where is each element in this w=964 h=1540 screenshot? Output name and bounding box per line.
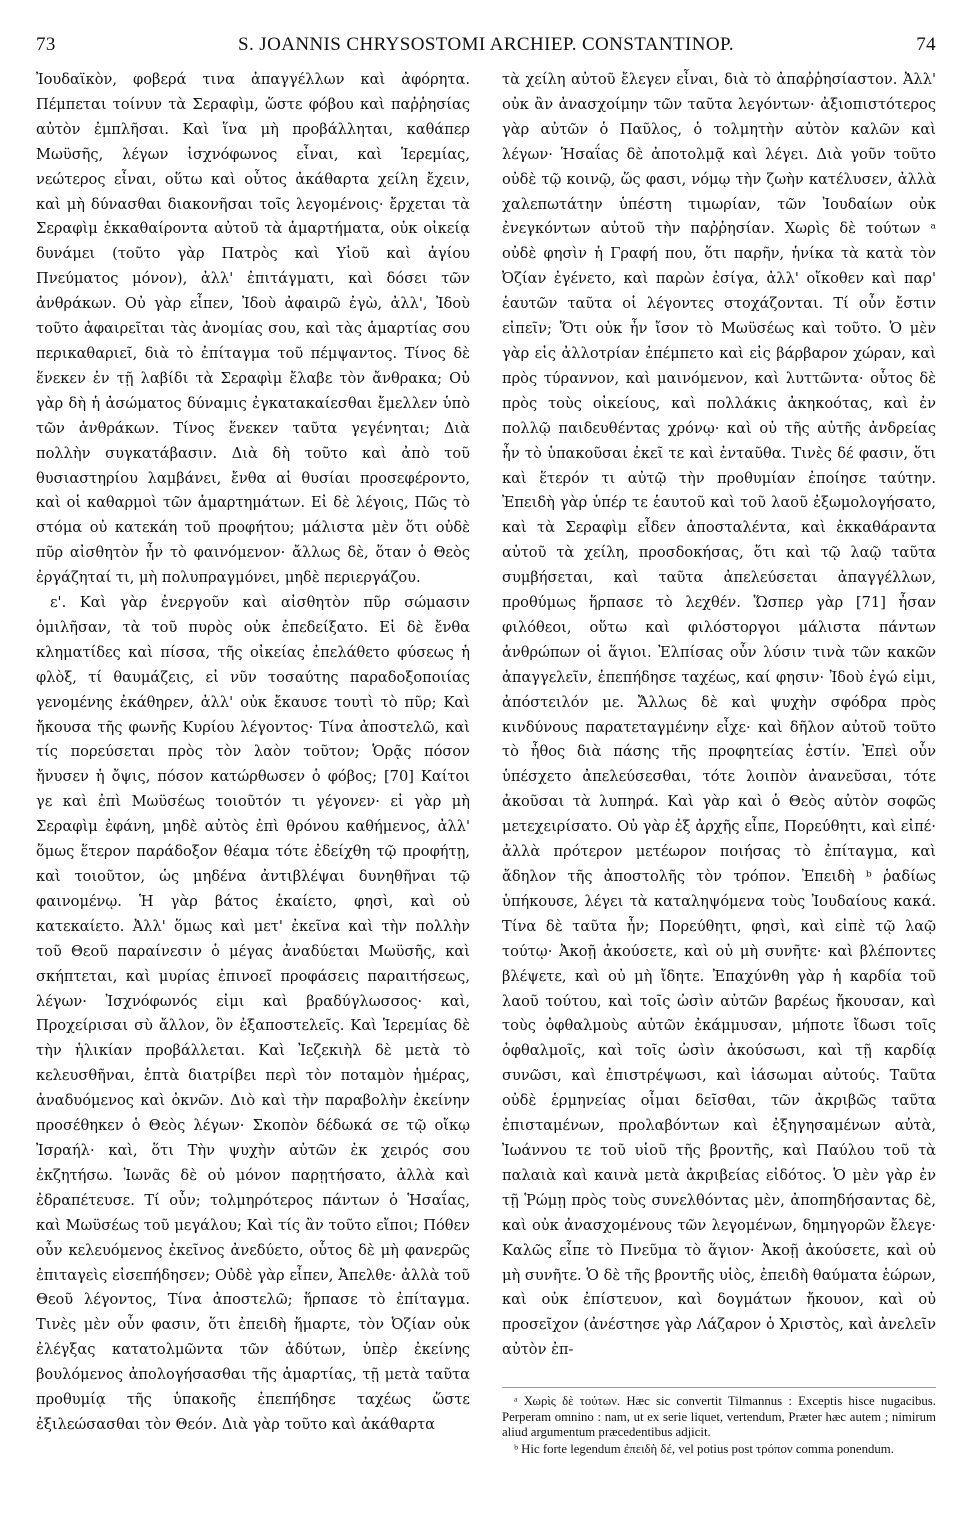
- document-page: [36, 34, 936, 1514]
- footnotes: [502, 1387, 936, 1458]
- paragraph: Ἰουδαϊκὸν, φοβερά τινα ἀπαγγέλλων καὶ ἀφόρητα. Πέμπεται τοίνυν τὰ Σεραφὶμ, ὥστε φόβου καὶ παῤῥησίας αὐτὸν ἐμπλῆσαι. Καὶ ἵνα μὴ προβάλληται, καθάπερ Μωϋσῆς, λέγων ἰσχνόφωνος εἶναι, καὶ Ἱερεμίας, νεώτερος εἶναι, οὕτω καὶ οὗτος ἀκάθαρτα χείλη ἔχειν, καὶ μὴ δύνασθαι διακονῆσαι τοῖς λεγομένοις· ἔρχεται τὰ Σεραφὶμ ἐκκαθαίροντα αὐτοῦ τὰ ἁμαρτήματα, οὐκ οἰκείᾳ δυνάμει (τοῦτο γὰρ Πατρὸς καὶ Υἱοῦ καὶ ἁγίου Πνεύματος μόνον), ἀλλ' ἐπιτάγματι, καὶ δόσει τῶν ἀνθράκων. Οὐ γὰρ εἶπεν, Ἰδοὺ ἀφαιρῶ ἐγὼ, ἀλλ', Ἰδοὺ τοῦτο ἀφαιρεῖται τὰς ἀνομίας σου, καὶ τὰς ἁμαρτίας σου περικαθαριεῖ, διὰ τὸ ἐπίταγμα τοῦ πέμψαντος. Τίνος δὲ ἕνεκεν ἐν τῇ λαβίδι τὰ Σεραφὶμ ἔλαβε τὸν ἄνθρακα; Οὐ γὰρ δὴ ἡ ἀσώματος δύναμις ἐγκατακαίεσθαι ἔμελλεν ὑπὸ τῶν ἀνθράκων. Τίνος ἕνεκεν ταῦτα γεγένηται; Διὰ πολλὴν συγκατάβασιν. Διὰ δὴ τοῦτο καὶ ἀπὸ τοῦ θυσιαστηρίου λαμβάνει, ἔνθα αἱ θυσίαι προσεφέροντο, καὶ οἱ καθαρμοὶ τῶν ἁμαρτημάτων. Εἰ δὲ λέγοις, Πῶς τὸ στόμα οὐ κατεκάη τοῦ προφήτου; μάλιστα μὲν ὅτι οὐδὲ πῦρ αἰσθητὸν ἦν τὸ φαινόμενον· ἄλλως δὲ, ὅταν ὁ Θεὸς ἐργάζηταί τι, μὴ πολυπραγμόνει, μηδὲ περιεργάζου.: [36, 71, 470, 587]
- right-column: [502, 68, 936, 1363]
- page-number-right: 74: [916, 34, 936, 55]
- left-column: [36, 68, 470, 1438]
- page-number-left: 73: [36, 34, 56, 55]
- footnote: ᵃ Χωρὶς δὲ τούτων. Hæc sic convertit Tilmannus : Exceptis hisce nugacibus. Perperam omnino : nam, ut ex serie liquet, vertendum, Præter hæc autem ; nimirum aliud argumentum præcedentibus adjicit.: [502, 1394, 936, 1439]
- footnote: ᵇ Hic forte legendum ἐπειδὴ δέ, vel potius post τρόπον comma ponendum.: [514, 1441, 894, 1456]
- running-title: S. JOANNIS CHRYSOSTOMI ARCHIEP. CONSTANTINOP.: [238, 34, 734, 55]
- running-header: [36, 34, 936, 60]
- paragraph: τὰ χείλη αὐτοῦ ἔλεγεν εἶναι, διὰ τὸ ἀπαῤῥησίαστον. Ἀλλ' οὐκ ἂν ἀνασχοίμην τῶν ταῦτα λεγόντων· ἀξιοπιστότερος γὰρ αὐτῶν ὁ Παῦλος, ὁ τολμητὴν αὐτὸν καλῶν καὶ λέγων· Ἡσαΐας δὲ ἀποτολμᾷ καὶ λέγει. Διὰ γοῦν τοῦτο οὐδὲ τῷ κοινῷ, ὥς φασι, νόμῳ τὴν ζωὴν κατέλυσεν, ἀλλὰ χαλεπωτάτην ὑπέστη τιμωρίαν, τῶν Ἰουδαίων οὐκ ἐνεγκόντων αὐτοῦ τὴν παῤῥησίαν. Χωρὶς δὲ τούτων ᵃ οὐδὲ φησὶν ἡ Γραφή που, ὅτι παρῆν, ἡνίκα τὰ κατὰ τὸν Ὀζίαν ἐγένετο, καὶ παρὼν ἐσίγα, ἀλλ' οἴκοθεν καὶ παρ' ἑαυτῶν ταῦτα οἱ λέγοντες στοχάζονται. Τί οὖν ἔστιν εἰπεῖν; Ὅτι οὐκ ἦν ἴσον τὸ Μωϋσέως καὶ τοῦτο. Ὁ μὲν γὰρ εἰς ἀλλοτρίαν ἐπέμπετο καὶ εἰς βάρβαρον χώραν, καὶ πρὸς τύραννον, καὶ μαινόμενον, καὶ λυττῶντα· οὗτος δὲ πρὸς τοὺς οἰκείους, καὶ πολλάκις ἀκηκοότας, καὶ ἐν πολλῷ παιδευθέντας χρόνῳ· καὶ οὐ τῆς αὐτῆς ἀνδρείας ἦν τὸ ὑπακοῦσαι ἐκεῖ τε καὶ ἐνταῦθα. Τινὲς δέ φασιν, ὅτι καὶ ἕτερόν τι αὐτῷ τὴν προθυμίαν ἐποίησε ταύτην. Ἐπειδὴ γὰρ ὑπέρ τε ἑαυτοῦ καὶ τοῦ λαοῦ ἐξωμολογήσατο, καὶ τὰ Σεραφὶμ εἶδεν ἀποσταλέντα, καὶ ἐκκαθάραντα αὐτοῦ τὰ χείλη, προσδοκήσας, ὅτι καὶ τῷ λαῷ ταῦτα συμβήσεται, καὶ ταῦτα ἀπελεύσεται ἀπαγγέλλων, προθύμως ἥρπασε τὸ λεχθέν. Ὥσπερ γὰρ [71] ἦσαν φιλόθεοι, οὕτω καὶ φιλόστοργοι μάλιστα πάντων ἀνθρώπων οἱ ἅγιοι. Ἐλπίσας οὖν λύσιν τινὰ τῶν κακῶν ἀπαγγελεῖν, ἐπεπήδησε ταχέως, καί φησιν· Ἰδοὺ ἐγώ εἰμι, ἀπόστειλόν με. Ἄλλως δὲ καὶ ψυχὴν σφόδρα πρὸς κινδύνους παρατεταγμένην εἶχε· καὶ δῆλον αὐτοῦ τοῦτο τὸ ἦθος διὰ πάσης τῆς προφητείας ἐστίν. Ἐπεὶ οὖν ὑπέσχετο ἀπελεύσεσθαι, τότε λοιπὸν ἀνανεῦσαι, τότε ἀκοῦσαι τὰ λυπηρά. Καὶ γὰρ καὶ ὁ Θεὸς αὐτὸν σοφῶς μετεχειρίσατο. Οὐ γὰρ ἐξ ἀρχῆς εἶπε, Πορεύθητι, καὶ εἰπέ· ἀλλὰ πρότερον μετέωρον ποιήσας τὸ ἐπίταγμα, καὶ ἄδηλον τῆς ἀποστολῆς τὸν τρόπον. Ἐπειδὴ ᵇ ῥαδίως ὑπήκουσε, λέγει τὰ καταληψόμενα τοὺς Ἰουδαίους κακά. Τίνα δὲ ταῦτα ἦν; Πορεύθητι, φησὶ, καὶ εἰπὲ τῷ λαῷ τούτῳ· Ἀκοῇ ἀκούσετε, καὶ οὐ μὴ συνῆτε· καὶ βλέποντες βλέψετε, καὶ οὐ μὴ ἴδητε. Ἐπαχύνθη γὰρ ἡ καρδία τοῦ λαοῦ τούτου, καὶ τοῖς ὠσὶν αὐτῶν βαρέως ἤκουσαν, καὶ τοὺς ὀφθαλμοὺς αὐτῶν ἐκάμμυσαν, μήποτε ἴδωσι τοῖς ὀφθαλμοῖς, καὶ τοῖς ὠσὶν ἀκούσωσι, καὶ τῇ καρδίᾳ συνῶσι, καὶ ἐπιστρέψωσι, καὶ ἰάσωμαι αὐτούς. Ταῦτα οὐδὲ ἑρμηνείας οἶμαι δεῖσθαι, τῶν ἀκριβῶς ταῦτα ἐπισταμένων, προλαβόντων καὶ ἐξηγησαμένων αὐτὰ, Ἰωάννου τε τοῦ υἱοῦ τῆς βροντῆς, καὶ Παύλου τοῦ τὰ παλαιὰ καὶ καινὰ μετὰ ἀκριβείας εἰδότος. Ὁ μὲν γὰρ ἐν τῇ Ῥώμῃ πρὸς τοὺς συνελθόντας μὲν, ἀποπηδήσαντας δὲ, καὶ οὐκ ἀνασχομένους τῶν λεγομένων, δημηγορῶν ἔλεγε· Καλῶς εἶπε τὸ Πνεῦμα τὸ ἅγιον· Ἀκοῇ ἀκούσετε, καὶ οὐ μὴ συνῆτε. Ὁ δὲ τῆς βροντῆς υἱὸς, ἐπειδὴ θαύματα ἑώρων, καὶ οὐκ ἐπίστευον, καὶ δογμάτων ἤκουον, καὶ οὐ προσεῖχον (ἀνέστησε γὰρ Λάζαρον ὁ Χριστὸς, καὶ ἀνελεῖν αὐτὸν ἐπ-: [502, 71, 936, 1359]
- paragraph: ε'. Καὶ γὰρ ἐνεργοῦν καὶ αἰσθητὸν πῦρ σώμασιν ὁμιλῆσαν, τὰ τοῦ πυρὸς οὐκ ἐπεδείξατο. Εἰ δὲ ἔνθα κληματίδες καὶ πίσσα, τῆς οἰκείας ἐπελάθετο φύσεως ἡ φλὸξ, τί θαυμάζεις, εἰ νῦν τοσαύτης παραδοξοποιίας γενομένης ἐκάθηρεν, ἀλλ' οὐκ ἔκαυσε τουτὶ τὸ πῦρ; Καὶ ἤκουσα τῆς φωνῆς Κυρίου λέγοντος· Τίνα ἀποστελῶ, καὶ τίς πορεύσεται πρὸς τὸν λαὸν τοῦτον; Ὁρᾷς πόσον ἤνυσεν ἡ ὄψις, πόσον κατώρθωσεν ὁ φόβος; [70] Καίτοι γε καὶ ἐπὶ Μωϋσέως τοιοῦτόν τι γέγονεν· εἰ γὰρ μὴ Σεραφὶμ ἐφάνη, μηδὲ αὐτὸς ἐπὶ θρόνου καθήμενος, ἀλλ' ὅμως ἕτερον παράδοξον θέαμα τότε ἐδείχθη τῷ προφήτῃ, καὶ τοιοῦτον, ὡς μηδένα ἀντιβλέψαι δυνηθῆναι τῷ φαινομένῳ. Ἡ γὰρ βάτος ἐκαίετο, φησὶ, καὶ οὐ κατεκαίετο. Ἀλλ' ὅμως καὶ μετ' ἐκεῖνα καὶ τὴν πολλὴν τοῦ Θεοῦ παραίνεσιν ὁ μέγας ἀναδύεται Μωϋσῆς, καὶ σκήπτεται, καὶ μυρίας ἐπινοεῖ προφάσεις παραιτήσεως, λέγων· Ἰσχνόφωνός εἰμι καὶ βραδύγλωσσος· καὶ, Προχείρισαι σὺ ἄλλον, ὃν ἐξαποστελεῖς. Καὶ Ἱερεμίας δὲ τὴν ἡλικίαν προβάλλεται. Καὶ Ἰεζεκιὴλ δὲ μετὰ τὸ κελευσθῆναι, ἑπτὰ διατρίβει περὶ τὸν ποταμὸν ἡμέρας, ἀναδυόμενος καὶ ὀκνῶν. Διὸ καὶ τὴν παραβολὴν ἐκείνην προσέθηκεν ὁ Θεὸς λέγων· Σκοπὸν δέδωκά σε τῷ οἴκῳ Ἰσραήλ· καὶ, ὅτι Τὴν ψυχὴν αὐτῶν ἐκ χειρός σου ἐκζητήσω. Ἰωνᾶς δὲ οὐ μόνον παρῃτήσατο, ἀλλὰ καὶ ἐδραπέτευσε. Τί οὖν; τολμηρότερος πάντων ὁ Ἡσαΐας, καὶ Μωϋσέως τοῦ μεγάλου; Καὶ τίς ἂν τοῦτο εἴποι; Πόθεν οὖν κελευόμενος ἐκεῖνος ἀνεδύετο, οὗτος δὲ μὴ φανερῶς ἐπιταγεὶς εἰσεπήδησεν; Οὐδὲ γὰρ εἶπεν, Ἀπελθε· ἀλλὰ τοῦ Θεοῦ λέγοντος, Τίνα ἀποστελῶ; ἥρπασε τὸ ἐπίταγμα. Τινὲς μὲν οὖν φασιν, ὅτι ἐπειδὴ ἥμαρτε, τὸν Ὀζίαν οὐκ ἐλέγξας κατατολμῶντα τῶν ἀδύτων, ὑπὲρ ἐκείνης βουλόμενος ἀπολογήσασθαι τῆς ἁμαρτίας, τῇ μετὰ ταῦτα προθυμίᾳ τῆς ὑπακοῆς ἐπεπήδησε ταχέως ὥστε ἐξιλεώσασθαι τὸν Θεόν. Διὰ γὰρ τοῦτο καὶ ἀκάθαρτα: [36, 594, 470, 1433]
